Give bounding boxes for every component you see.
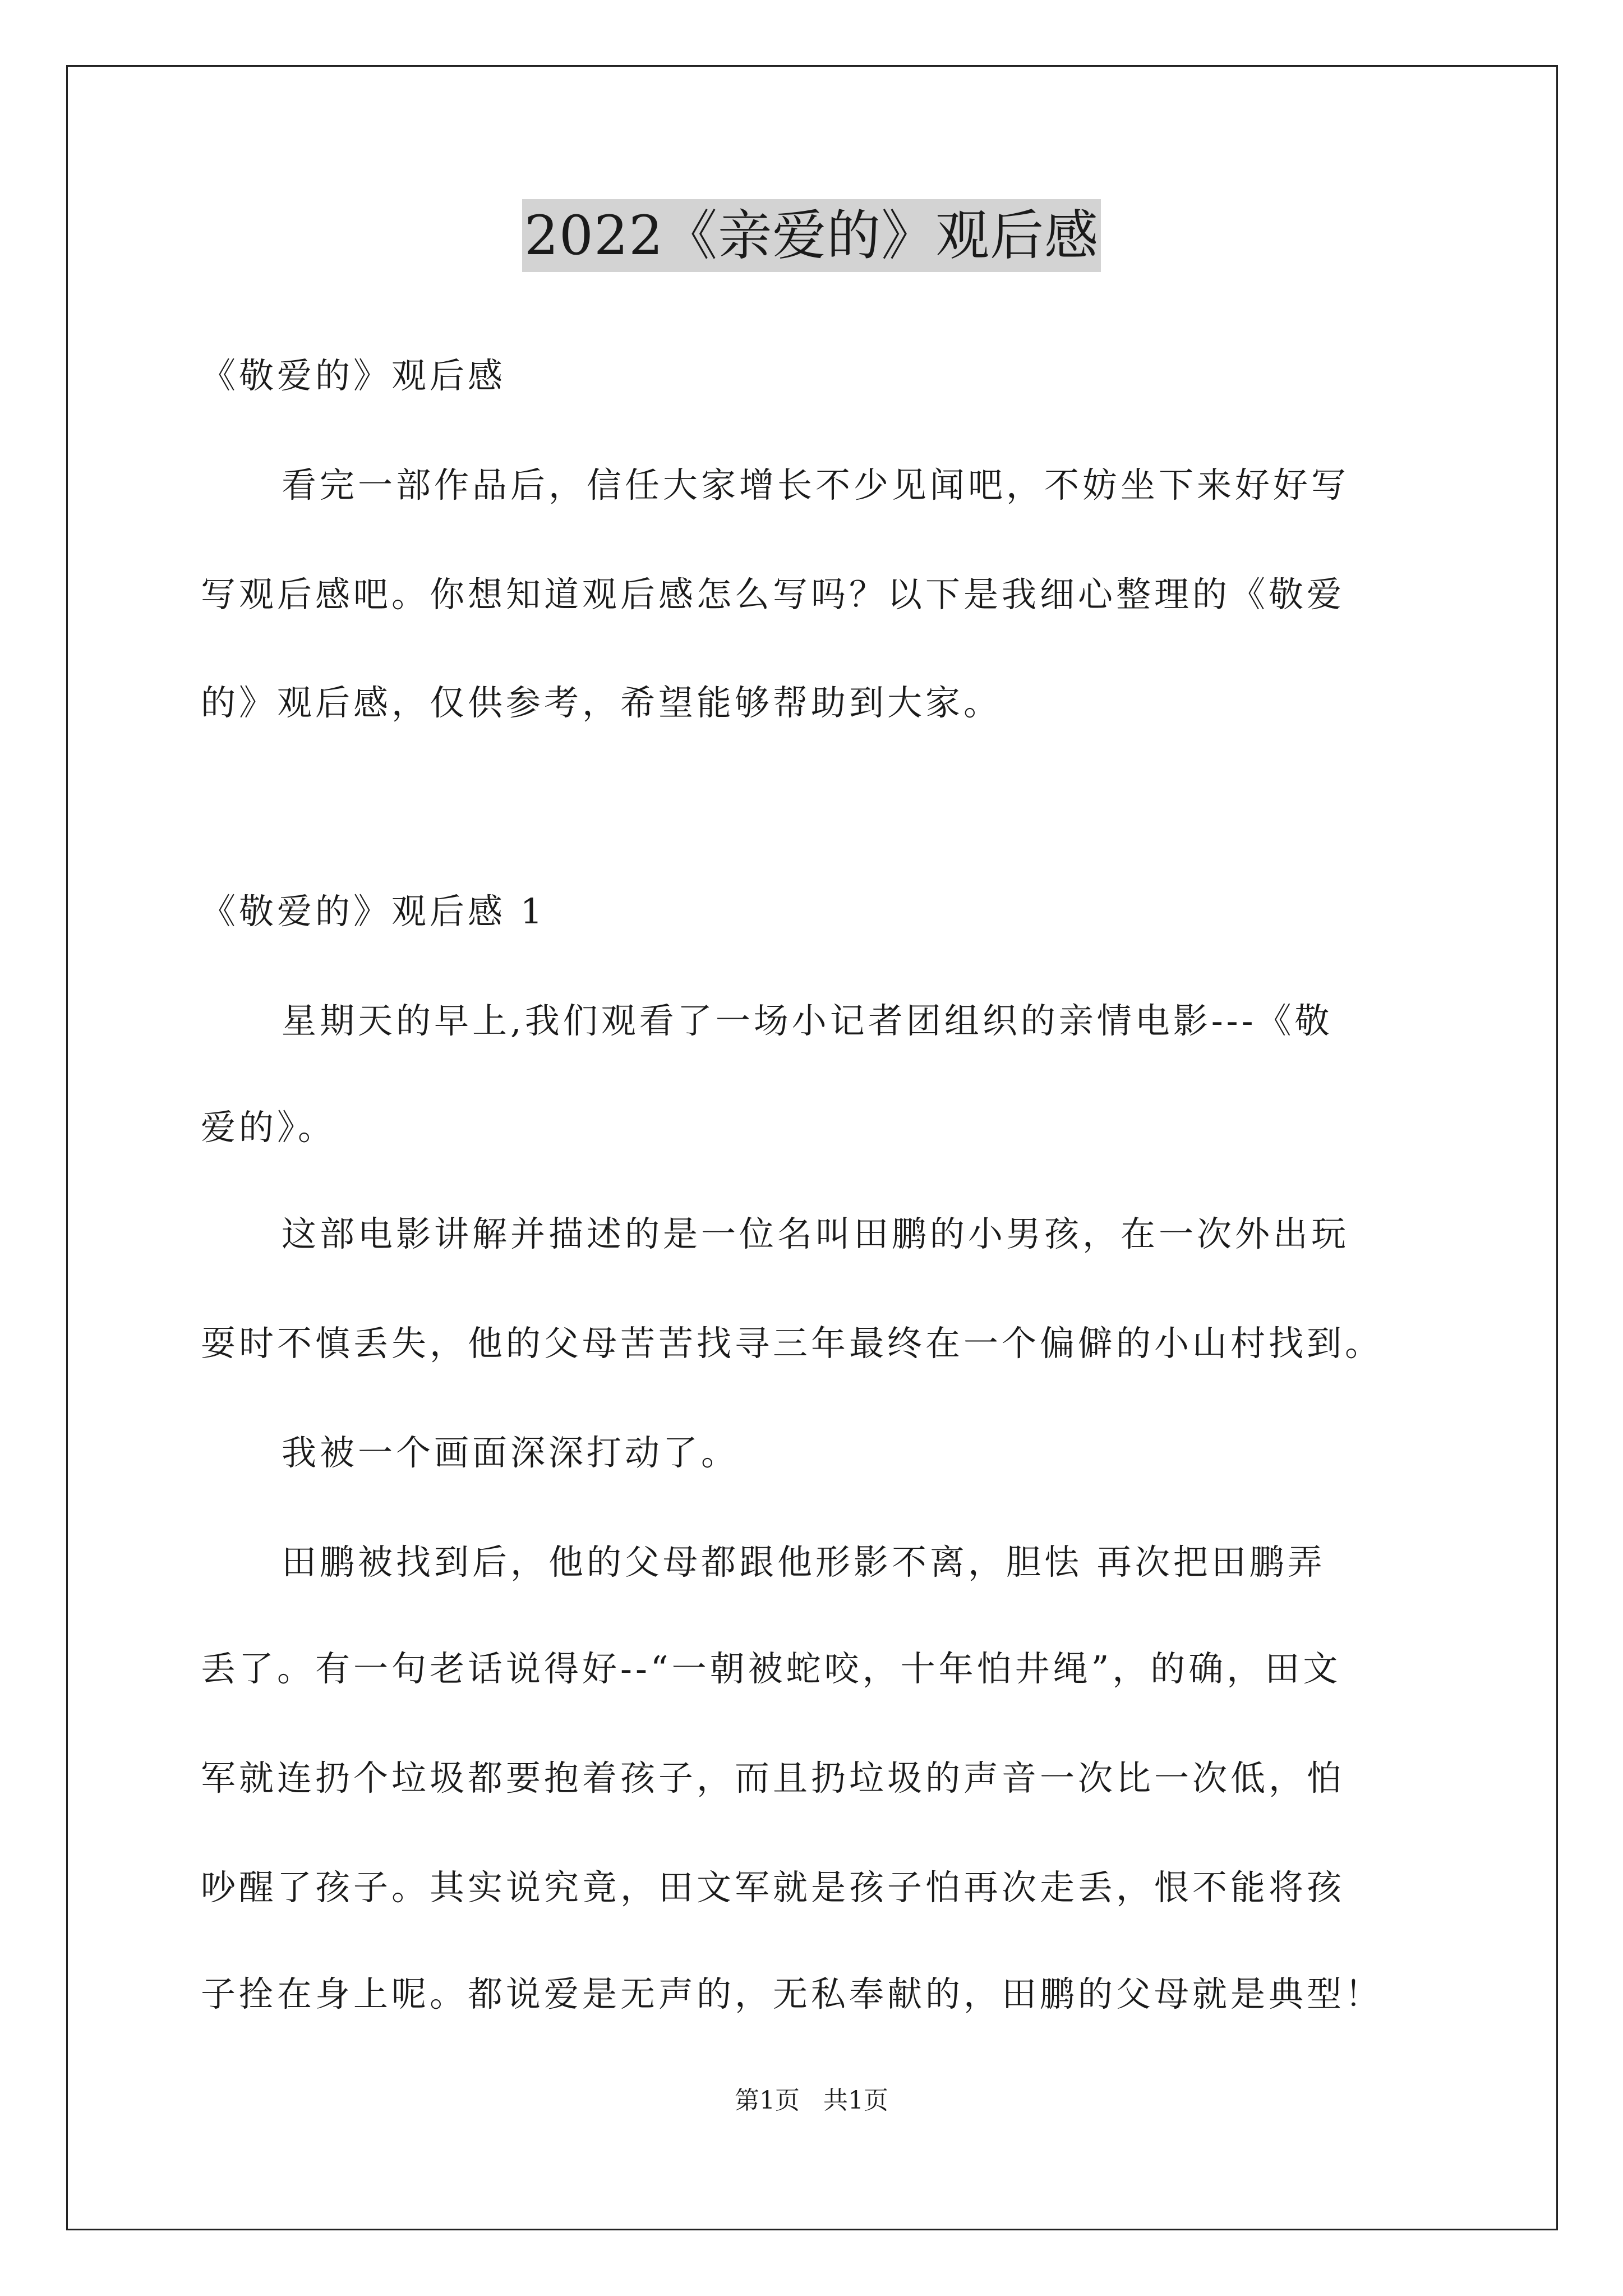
intro-line: 的》观后感，仅供参考，希望能够帮助到大家。 (201, 682, 1002, 723)
body-line: 这部电影讲解并描述的是一位名叫田鹏的小男孩，在一次外出玩 (282, 1213, 1350, 1254)
intro-line: 写观后感吧。你想知道观后感怎么写吗？以下是我细心整理的《敬爱 (201, 574, 1345, 615)
section-heading: 《敬爱的》观后感 1 (201, 891, 546, 932)
body-line: 耍时不慎丢失，他的父母苦苦找寻三年最终在一个偏僻的小山村找到。 (201, 1323, 1384, 1364)
body-line: 我被一个画面深深打动了。 (282, 1432, 740, 1473)
body-line: 军就连扔个垃圾都要抱着孩子，而且扔垃圾的声音一次比一次低，怕 (201, 1757, 1345, 1798)
document-title: 2022《亲爱的》观后感 (522, 199, 1101, 272)
intro-line: 看完一部作品后，信任大家增长不少见闻吧，不妨坐下来好好写 (282, 464, 1350, 505)
title-container (0, 199, 1623, 272)
body-line: 星期天的早上,我们观看了一场小记者团组织的亲情电影---《敬 (282, 1000, 1333, 1041)
body-line: 田鹏被找到后，他的父母都跟他形影不离，胆怯 再次把田鹏弄 (282, 1542, 1326, 1582)
document-subtitle: 《敬爱的》观后感 (201, 355, 506, 396)
body-line: 吵醒了孩子。其实说究竟，田文军就是孩子怕再次走丢，恨不能将孩 (201, 1867, 1345, 1908)
page-footer: 第1页 共1页 (735, 2086, 888, 2115)
body-line: 爱的》。 (201, 1107, 336, 1148)
body-line: 子拴在身上呢。都说爱是无声的，无私奉献的，田鹏的父母就是典型！ (201, 1973, 1384, 2014)
body-line: 丢了。有一句老话说得好--“一朝被蛇咬，十年怕井绳”，的确，田文 (201, 1648, 1341, 1689)
